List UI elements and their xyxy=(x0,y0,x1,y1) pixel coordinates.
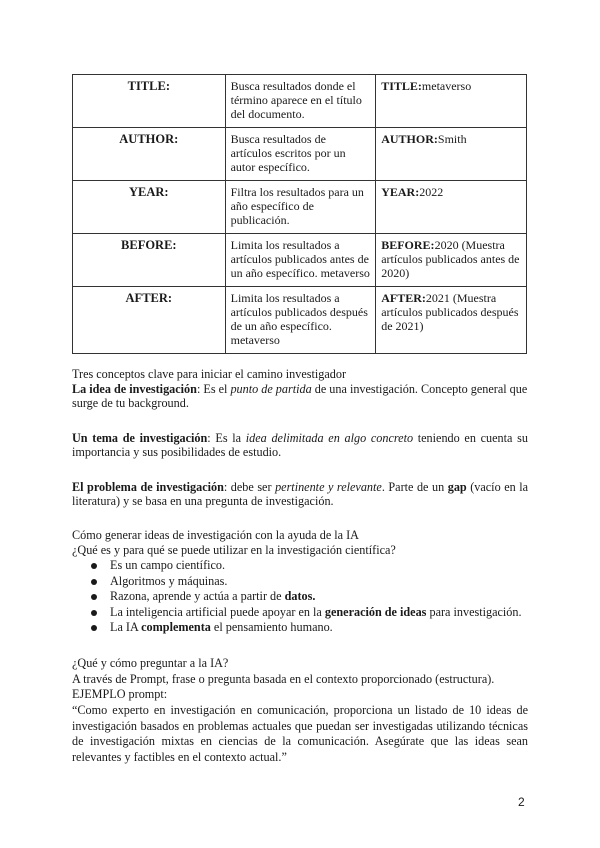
problema-post: (vacío en la literatura) y se basa en una pregunta de investigación. xyxy=(72,480,529,509)
example-value: Smith xyxy=(437,132,467,146)
idea-paragraph xyxy=(72,382,528,410)
bullet-text xyxy=(110,605,522,619)
description-cell: Busca resultados donde el término aparece en el título del documento. xyxy=(225,75,376,128)
operator-cell: BEFORE: xyxy=(73,234,226,287)
problema-term: El problema de investigación xyxy=(72,480,224,494)
table-row xyxy=(73,181,527,234)
operator-cell: AUTHOR: xyxy=(73,128,226,181)
ia-question: ¿Qué es y para qué se puede utilizar en la investigación científica? xyxy=(72,543,396,557)
example-cell xyxy=(376,234,527,287)
problema-mid: . Parte de un xyxy=(381,480,448,494)
example-label: YEAR: xyxy=(381,185,420,199)
example-cell xyxy=(376,75,527,128)
problema-pre: : debe ser xyxy=(223,480,276,494)
search-operators-table xyxy=(72,74,527,354)
table-row xyxy=(73,287,527,354)
list-item xyxy=(72,605,528,621)
bullet-icon xyxy=(91,563,97,569)
bullet-icon xyxy=(91,594,97,600)
description-cell: Limita los resultados a artículos publicados después de un año específico. metaverso xyxy=(225,287,376,354)
bullet-text xyxy=(110,620,333,634)
bullet-text xyxy=(110,589,315,603)
example-label: BEFORE: xyxy=(381,238,435,252)
example-value: 2020 (Muestra artículos publicados antes de 2020) xyxy=(381,238,520,280)
tema-post: teniendo en cuenta su importancia y sus posibilidades de estudio. xyxy=(72,431,528,460)
example-cell xyxy=(376,181,527,234)
example-value: 2021 (Muestra artículos publicados después de 2021) xyxy=(381,291,519,333)
bullet-text-bold: generación de ideas xyxy=(324,604,427,619)
operator-cell: YEAR: xyxy=(73,181,226,234)
list-item xyxy=(72,620,528,636)
idea-pre: : Es el xyxy=(196,382,231,396)
bullet-icon xyxy=(91,610,97,616)
example-cell xyxy=(376,128,527,181)
operator-cell: TITLE: xyxy=(73,75,226,128)
concepts-intro: Tres conceptos clave para iniciar el camino investigador xyxy=(72,367,347,381)
idea-post: de una investigación. Concepto general que surge de tu background. xyxy=(72,382,528,411)
tema-emphasis: idea delimitada en algo concreto xyxy=(245,431,414,445)
example-value: metaverso xyxy=(421,79,472,93)
bullet-icon xyxy=(91,579,97,585)
example-label: TITLE: xyxy=(381,79,422,93)
bullet-icon xyxy=(91,625,97,631)
list-item xyxy=(72,558,528,574)
bullet-text-pre: Razona, aprende y actúa a partir de xyxy=(110,589,285,603)
tema-pre: : Es la xyxy=(207,431,246,445)
tema-term: Un tema de investigación xyxy=(72,431,208,445)
table-row xyxy=(73,128,527,181)
description-cell: Filtra los resultados para un año específico de publicación. xyxy=(225,181,376,234)
bullet-text: Algoritmos y máquinas. xyxy=(110,573,228,588)
prompt-example: “Como experto en investigación en comunicación, proporciona un listado de 10 ideas de investigación basados en problemas actuales que puedan ser investigadas utilizando técnicas de investigación mixtas en ciencias de la comunicación. Asegúrate que las ideas sean relevantes y factibles en el contexto actual.” xyxy=(72,703,528,764)
operator-cell: AFTER: xyxy=(73,287,226,354)
tema-paragraph xyxy=(72,431,528,459)
table-row xyxy=(73,75,527,128)
bullet-text: Es un campo científico. xyxy=(110,558,226,572)
idea-term: La idea de investigación xyxy=(72,382,197,396)
problema-paragraph xyxy=(72,480,528,508)
page-number: 2 xyxy=(518,795,525,809)
table-row xyxy=(73,234,527,287)
bullet-text-pre: La inteligencia artificial puede apoyar en la xyxy=(110,604,325,619)
bullet-text-bold: complementa xyxy=(141,620,211,634)
prompt-label: EJEMPLO prompt: xyxy=(72,687,168,701)
problema-emphasis: pertinente y relevante xyxy=(275,480,382,494)
bullet-text-bold: datos. xyxy=(284,589,316,603)
bullet-text-pre: La IA xyxy=(110,620,142,634)
prompt-via: A través de Prompt, frase o pregunta basada en el contexto proporcionado (estructura). xyxy=(72,672,495,686)
ia-bullet-list xyxy=(72,558,528,636)
idea-emphasis: punto de partida xyxy=(230,382,312,396)
description-cell: Limita los resultados a artículos publicados antes de un año específico. metaverso xyxy=(225,234,376,287)
list-item xyxy=(72,589,528,605)
list-item xyxy=(72,574,528,590)
gap-term: gap xyxy=(447,480,467,494)
bullet-text-post: el pensamiento humano. xyxy=(210,620,333,634)
example-value: 2022 xyxy=(419,185,444,199)
example-label: AFTER: xyxy=(381,291,426,305)
ia-heading: Cómo generar ideas de investigación con la ayuda de la IA xyxy=(72,528,359,542)
example-cell xyxy=(376,287,527,354)
example-label: AUTHOR: xyxy=(381,132,438,146)
description-cell: Busca resultados de artículos escritos por un autor específico. xyxy=(225,128,376,181)
bullet-text-post: para investigación. xyxy=(426,604,522,619)
prompt-question: ¿Qué y cómo preguntar a la IA? xyxy=(72,656,229,670)
